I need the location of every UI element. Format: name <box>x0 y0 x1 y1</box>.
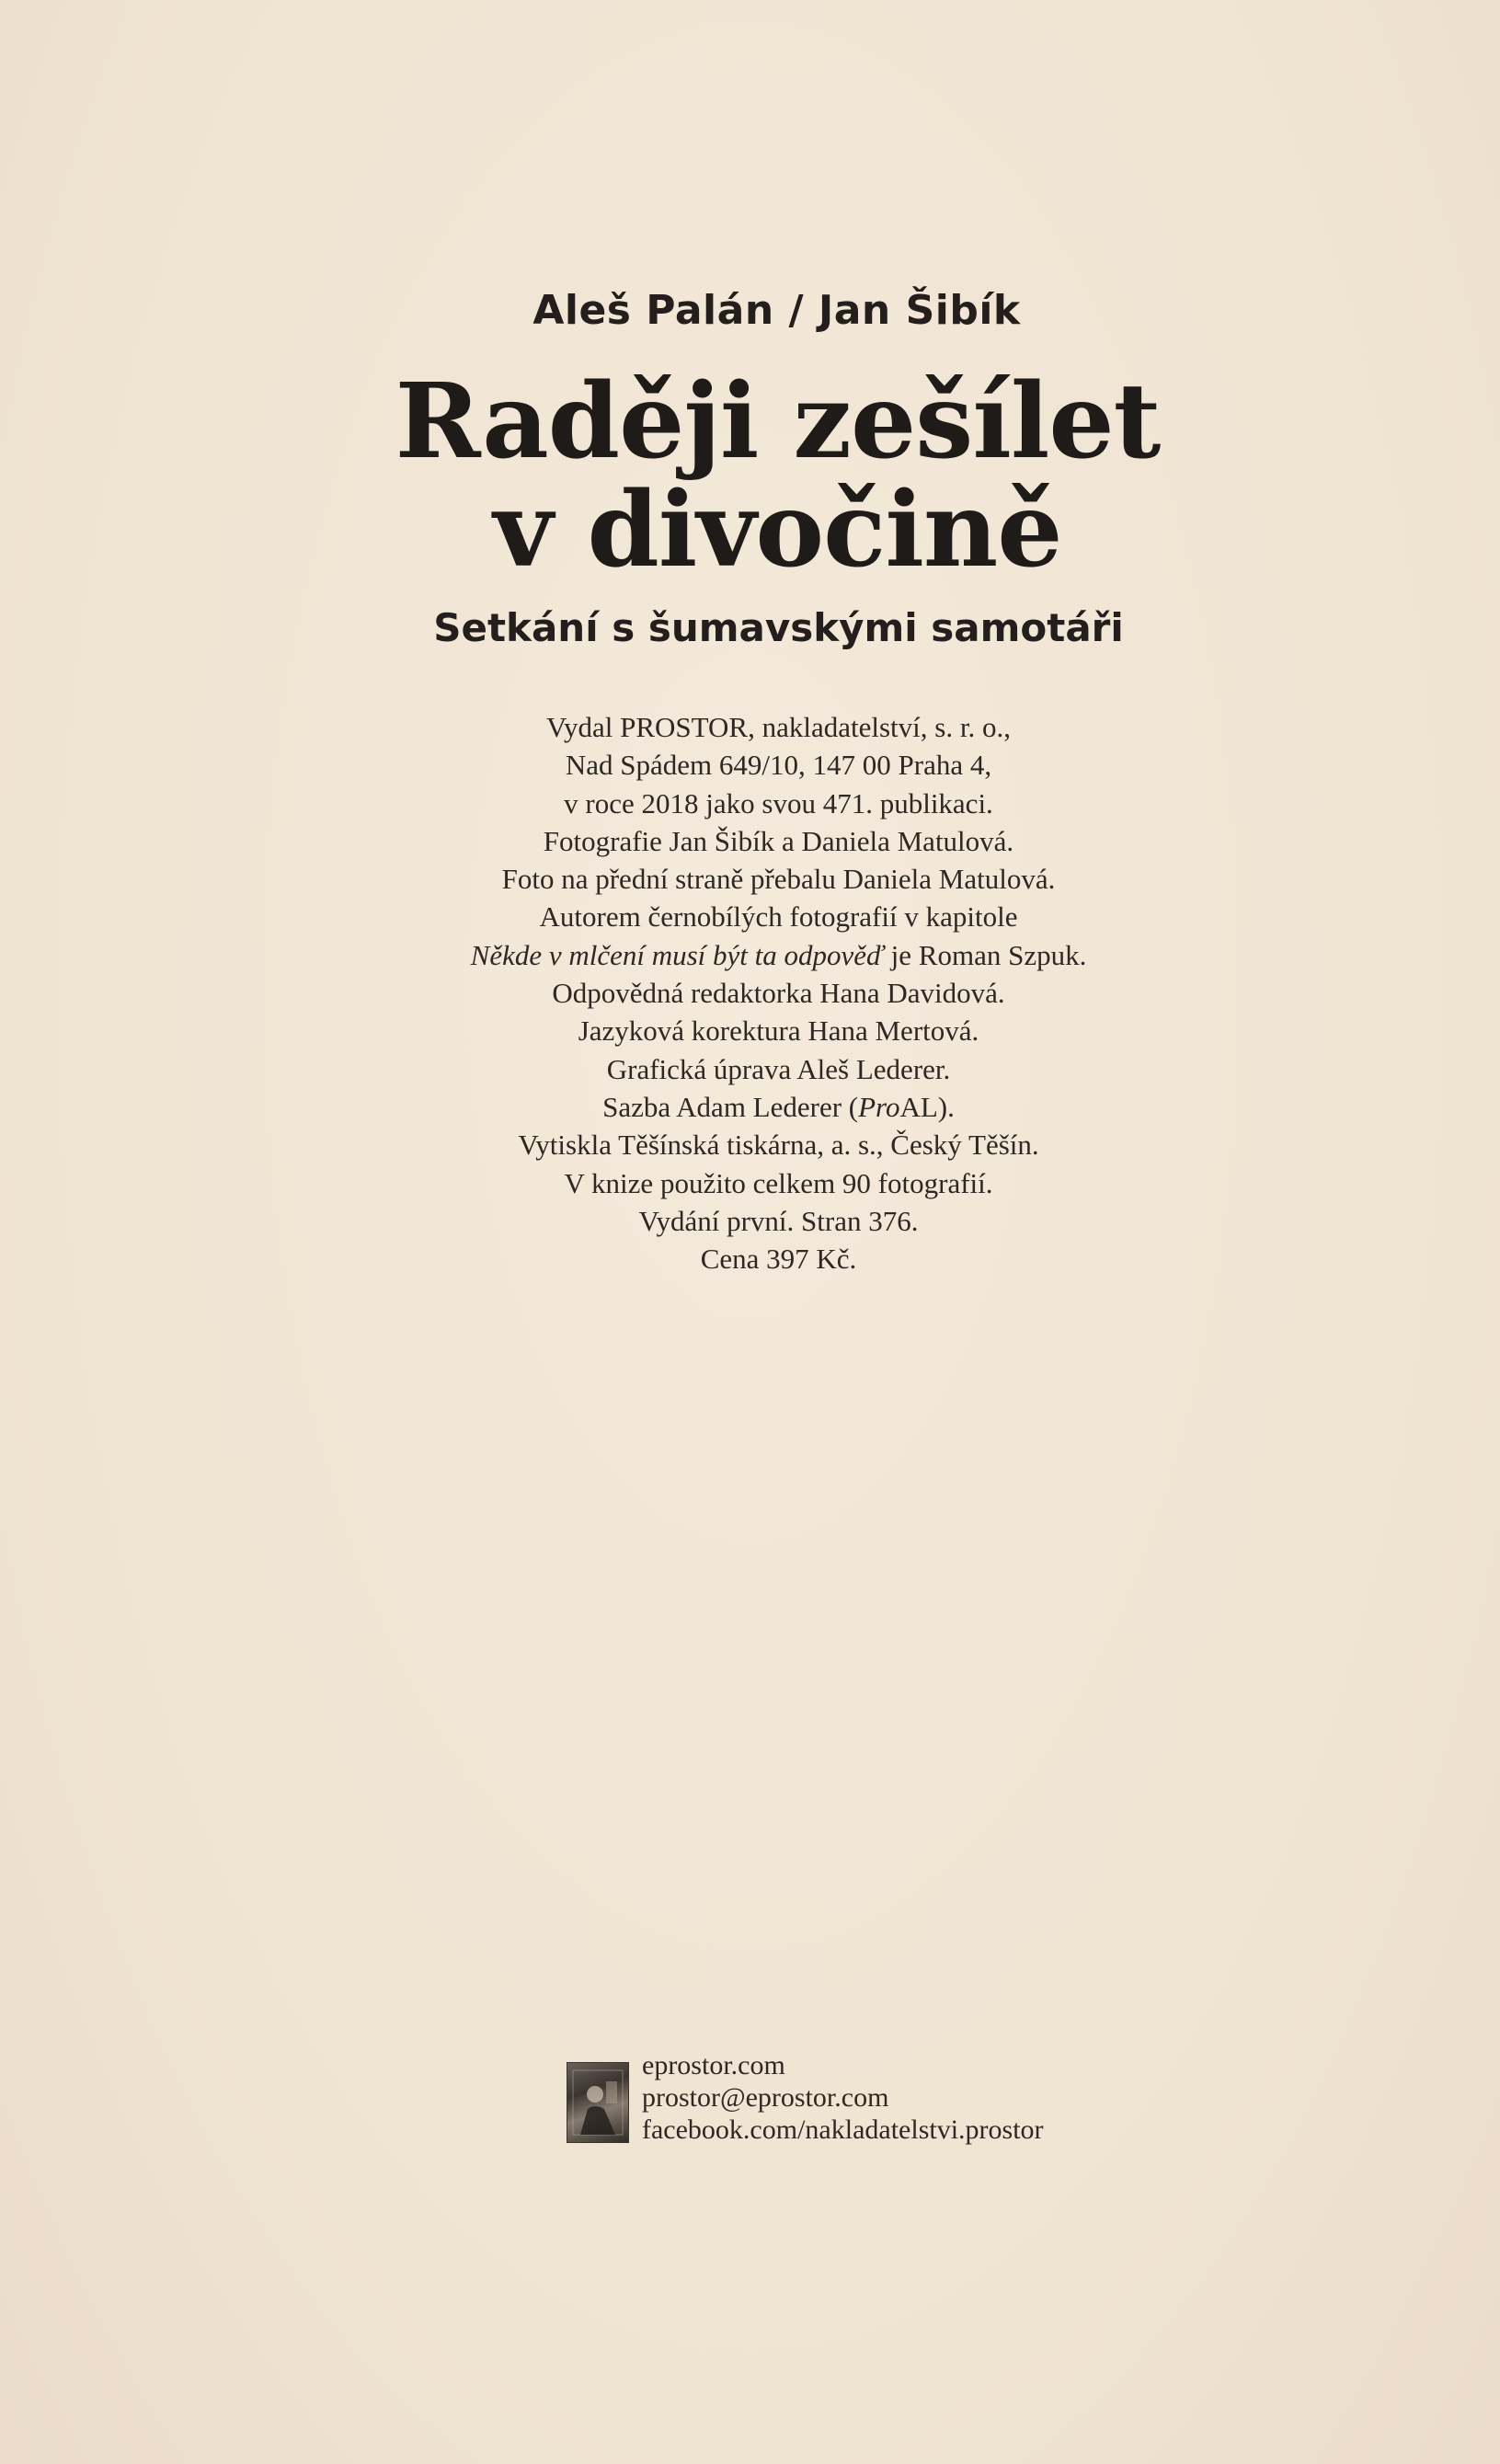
book-authors: Aleš Palán / Jan Šibík <box>532 287 1021 334</box>
imprint-line: Foto na přední straně přebalu Daniela Matulová. <box>501 863 1056 896</box>
book-title <box>0 361 1500 590</box>
imprint-line: Vydal PROSTOR, nakladatelství, s. r. o., <box>546 711 1011 743</box>
book-title-line-1: Raději zešílet <box>395 361 1161 482</box>
imprint-line <box>57 1088 1500 1126</box>
imprint-line: Jazyková korektura Hana Mertová. <box>578 1014 979 1048</box>
imprint-line: Nad Spádem 649/10, 147 00 Praha 4, <box>565 749 992 782</box>
facebook-link[interactable]: facebook.com/nakladatelstvi.prostor <box>642 2114 1044 2145</box>
publisher-logo-icon <box>567 2062 629 2143</box>
imprint-line: v roce 2018 jako svou 471. publikaci. <box>564 786 993 819</box>
imprint-line-italic: Pro <box>858 1090 900 1123</box>
price-line: Cena 397 Kč. <box>700 1243 857 1276</box>
imprint-line: Fotografie Jan Šibík a Daniela Matulová. <box>543 824 1014 857</box>
imprint-line: Autorem černobílých fotografií v kapitole <box>539 900 1018 934</box>
contact-list <box>642 2049 1044 2146</box>
book-subtitle: Setkání s šumavskými samotáři <box>433 605 1124 650</box>
imprint-line: Odpovědná redaktorka Hana Davidová. <box>552 977 1005 1010</box>
imprint-line-part: AL). <box>899 1090 955 1123</box>
imprint-line <box>57 936 1500 974</box>
book-title-line-2: v divočině <box>493 470 1062 590</box>
imprint-line: V knize použito celkem 90 fotografií. <box>564 1166 993 1199</box>
imprint-line: Vydání první. Stran 376. <box>638 1204 919 1237</box>
imprint-line-rest: je Roman Szpuk. <box>883 938 1087 971</box>
imprint-line-part: Sazba Adam Lederer ( <box>602 1090 859 1123</box>
publisher-footer <box>567 2049 1229 2160</box>
email-link[interactable]: prostor@eprostor.com <box>642 2082 889 2113</box>
imprint-line: Vytiskla Těšínská tiskárna, a. s., Český Těšín. <box>518 1129 1039 1162</box>
imprint-block <box>0 708 1500 1278</box>
chapter-title-italic: Někde v mlčení musí být ta odpověď <box>470 938 884 971</box>
imprint-line: Grafická úprava Aleš Lederer. <box>606 1052 951 1085</box>
website-link[interactable]: eprostor.com <box>642 2050 785 2080</box>
